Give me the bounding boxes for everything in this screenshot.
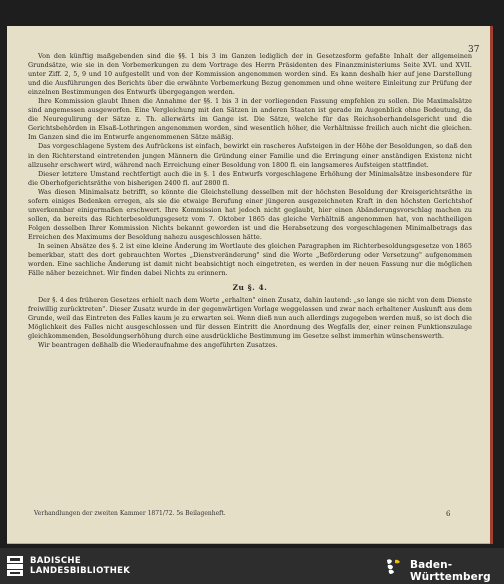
page-footer-signature: 6 <box>446 510 451 518</box>
paragraph: Das vorgeschlagene System des Aufrückens ist einfach, bewirkt ein rascheres Aufsteigen in der Höhe der Besoldungen, so daß den in den Richterstand eintretenden jungen Männern die Gründung einer Familie und die Erringung einer anständigen Existenz nicht allzusehr erschwert wird, während nach Erreichung einer Besoldung von 1800 fl. ein langsameres Aufsteigen stattfindet. <box>28 142 472 169</box>
paragraph: Wir beantragen deßhalb die Wiederaufnahme des angeführten Zusatzes. <box>38 341 278 350</box>
blb-logo-icon[interactable] <box>6 555 24 577</box>
library-name-line1: BADISCHE <box>30 556 81 566</box>
page-number: 37 <box>468 45 480 55</box>
page-binding-edge <box>490 26 493 544</box>
paragraph: Dieser letztere Umstand rechtfertigt auch die in §. 1 des Entwurfs vorgeschlagene Erhöhung der Minimalsätze insbesondere für die Oberhofgerichtsräthe von bisherigen 2400 fl. auf 2800 fl. <box>28 169 472 187</box>
library-name[interactable] <box>30 556 130 576</box>
paragraph: Von den künftig maßgebenden sind die §§. 1 bis 3 im Ganzen lediglich der in Gesetzesform gefaßte Inhalt der allgemeinen Grundsätze, wie sie in den Vorbemerkungen zu dem Vortrage des Herrn Präsidenten des Finanzministeriums Seite XVI. und XVII. unter Ziff. 2, 5, 9 und 10 aufgestellt und von der Kommission angenommen worden sind. Es kann deshalb hier auf jene Darstellung und die Ausführungen des Berichts über die erwähnte Vorbemerkung Bezug genommen und ohne weitere Einleitung zur Prüfung der einzelnen Bestimmungen des Entwurfs übergegangen werden. <box>28 52 472 97</box>
paragraph: In seinen Absätze des §. 2 ist eine kleine Änderung im Wortlaute des gleichen Paragraphen im Richterbesoldungsgesetze von 1865 bemerkbar, statt des dort gebrauchten Wortes „Dienstveränderung" sind die Worte „Beförderung oder Versetzung" aufgenommen worden. Eine sachliche Änderung ist damit nicht beabsichtigt noch eingetreten, es werden in der neuen Fassung nur die möglichen Fälle näher bezeichnet. Wir finden dabei Nichts zu erinnern. <box>28 241 472 278</box>
section-heading: Zu §. 4. <box>232 283 268 293</box>
branding-bar <box>0 548 504 584</box>
page-footer-source: Verhandlungen der zweiten Kammer 1871/72. 5s Beilagenheft. <box>34 510 226 517</box>
paragraph: Was diesen Minimalsatz betrifft, so könnte die Gleichstellung desselben mit der höchsten Besoldung der Kreisgerichtsräthe in sofern einiges Bedenken erregen, als sie die etwaige Berufung einer jüngeren ausgezeichneten Kraft in den höchsten Gerichtshof unverkennbar einigermaßen erschwert. Ihre Kommission hat jedoch nicht geglaubt, hier einen Abänderungsvorschlag machen zu sollen, da bereits das Richterbesoldungsgesetz vom 7. Oktober 1865 das gleiche Verhältniß angenommen hat, von nachtheiligen Folgen desselben Ihrer Kommission Nichts bekannt geworden ist und die Herabsetzung des vorgeschlagenen Minimalbetrags das Erreichen des Maximums der Besoldung nahezu ausgeschlossen hätte. <box>28 187 472 241</box>
library-name-line2: LANDESBIBLIOTHEK <box>30 566 131 576</box>
state-name[interactable]: Baden-Württemberg <box>410 559 491 583</box>
page-body <box>28 52 472 351</box>
paragraph: Der §. 4 des früheren Gesetzes erhielt nach dem Worte „erhalten" einen Zusatz, dahin lautend: „so lange sie nicht von dem Dienste freiwillig zurücktreten". Dieser Zusatz wurde in der gegenwärtigen Vorlage weggelassen und zwar nach erhaltener Auskunft aus dem Grunde, weil das Eintreten des Falles kaum je zu erwarten sei. Wenn dieß nun auch allerdings zugegeben werden muß, so ist doch die Möglichkeit des Falles nicht ausgeschlossen und für dessen Eintritt die Anordnung des Wegfalls der, einer reinen Funktionszulage gleichkommenden, Besoldungserhöhung durch eine ausdrückliche Bestimmung im Gesetze selbst immerhin wünschenswerth. <box>28 296 472 341</box>
paragraph: Ihre Kommission glaubt Ihnen die Annahme der §§. 1 bis 3 in der vorliegenden Fassung empfehlen zu sollen. Die Maximalsätze sind angemessen ausgeworfen. Eine Vergleichung mit den Sätzen in anderen Staaten ist gerade im Augenblick ohne Bedeutung, da die Neuregulirung der Sätze z. Th. allerwärts im Gange ist. Die Sätze, welche für das Reichsoberhandelsgericht und die Gerichtsbehörden in Elsaß-Lothringen angenommen worden, sind wesentlich höher, die Verhältnisse freilich auch nicht die gleichen. Im Ganzen sind die im Entwurfe angenommenen Sätze mäßig. <box>28 97 472 142</box>
bw-lions-logo-icon[interactable] <box>384 556 404 576</box>
